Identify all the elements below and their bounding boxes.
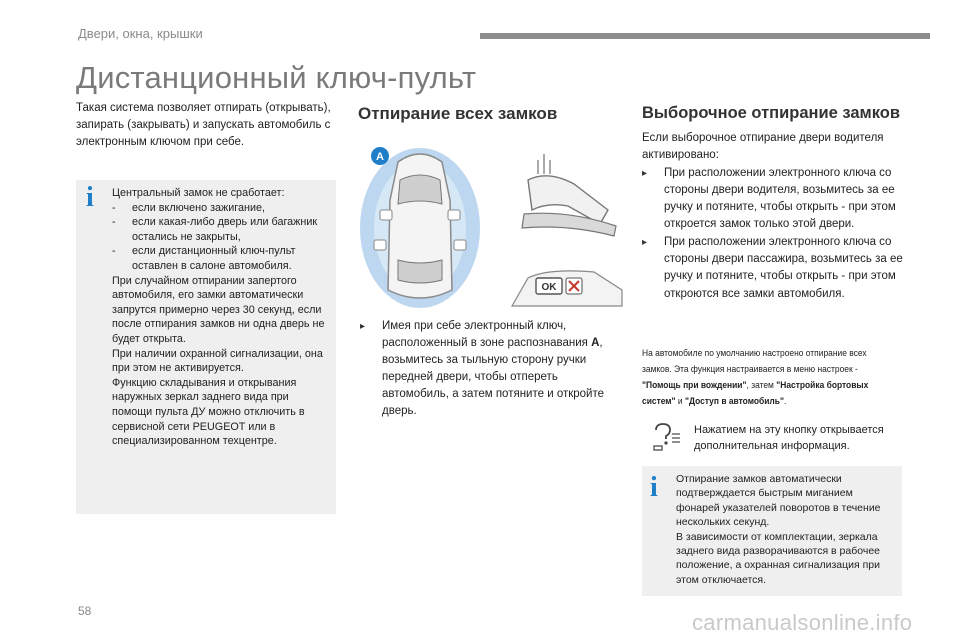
- note-para-mirrors: В зависимости от комплектации, зеркала заднего вида разворачиваются в рабочее положение, а охранная сигнализация при этом отключается.: [676, 530, 881, 586]
- unlock-all-instruction: ▸ Имея при себе электронный ключ, расположенный в зоне распознавания A, возьмитесь за тыльную сторону ручки передней двери, чтобы отпереть автомобиль, а затем потяните и откройте дверь.: [360, 318, 622, 420]
- info-lead: Центральный замок не сработает:: [112, 187, 285, 199]
- settings-note: На автомобиле по умолчанию настроено отпирание всех замков. Эта функция настраивается в меню настроек - "Помощь при вождении", затем "Настройка бортовых систем" и "Доступ в автомобиль".: [642, 348, 869, 407]
- page-title: Дистанционный ключ-пульт: [76, 60, 477, 95]
- page-number: 58: [78, 604, 92, 618]
- help-text: Нажатием на эту кнопку открывается дополнительная информация.: [694, 424, 884, 452]
- car-zone-illustration: [354, 140, 502, 310]
- heading-unlock-all: Отпирание всех замков: [358, 104, 558, 123]
- info-icon: i: [650, 472, 658, 503]
- arrow-bullet-icon: ▸: [360, 321, 366, 332]
- selective-lead: Если выборочное отпирание двери водителя активировано:: [642, 132, 884, 162]
- info-para-relock: При случайном отпирании запертого автомобиля, его замки автоматически запрутся примерно через 30 секунд, если после отпирания замков ни одна дверь не будет открыта.: [112, 274, 325, 345]
- info-icon: i: [86, 182, 94, 213]
- arrow-bullet-icon: ▸: [642, 167, 648, 179]
- key-indicator-illustration: [508, 262, 626, 310]
- section-header: Двери, окна, крышки: [78, 26, 203, 41]
- selective-unlock-text: [642, 130, 912, 303]
- info-para-alarm: При наличии охранной сигнализации, она при этом не активируется.: [112, 347, 323, 375]
- info-condition: - если включено зажигание,: [112, 201, 265, 214]
- door-handle-illustration: [508, 140, 626, 256]
- selective-item: ▸ При расположении электронного ключа со стороны двери водителя, возьмитесь за ее ручку и потяните, чтобы открыть - при этом откроется замок только этой двери.: [642, 165, 912, 234]
- info-condition: - если дистанционный ключ-пульт оставлен в салоне автомобиля.: [112, 245, 296, 272]
- info-para-mirrors: Функцию складывания и открывания наружных зеркал заднего вида при помощи пульта ДУ можно отключить в сервисной сети PEUGEOT или в специализированном техцентре.: [112, 376, 305, 448]
- zone-label-a: A: [376, 151, 384, 163]
- note-box-text: [676, 472, 898, 587]
- arrow-bullet-icon: ▸: [642, 236, 648, 248]
- intro-paragraph: Такая система позволяет отпирать (открывать), запирать (закрывать) и запускать автомобиль с электронным ключом при себе.: [76, 102, 331, 148]
- heading-selective-unlock: Выборочное отпирание замков: [642, 104, 901, 122]
- watermark: carmanualsonline.info: [692, 610, 913, 635]
- header-bar: [480, 33, 930, 39]
- note-para-indicators: Отпирание замков автоматически подтверждается быстрым миганием фонарей указателей поворотов в течение нескольких секунд.: [676, 473, 881, 529]
- info-condition: - если какая-либо дверь или багажник остались не закрыты,: [112, 216, 318, 243]
- ok-label: OK: [541, 282, 557, 293]
- help-icon: [650, 420, 682, 452]
- selective-item: ▸ При расположении электронного ключа со стороны двери пассажира, возьмитесь за ее ручку и потяните, чтобы открыть - при этом откроются все замки автомобиля.: [642, 234, 912, 303]
- info-box-text: [112, 186, 330, 449]
